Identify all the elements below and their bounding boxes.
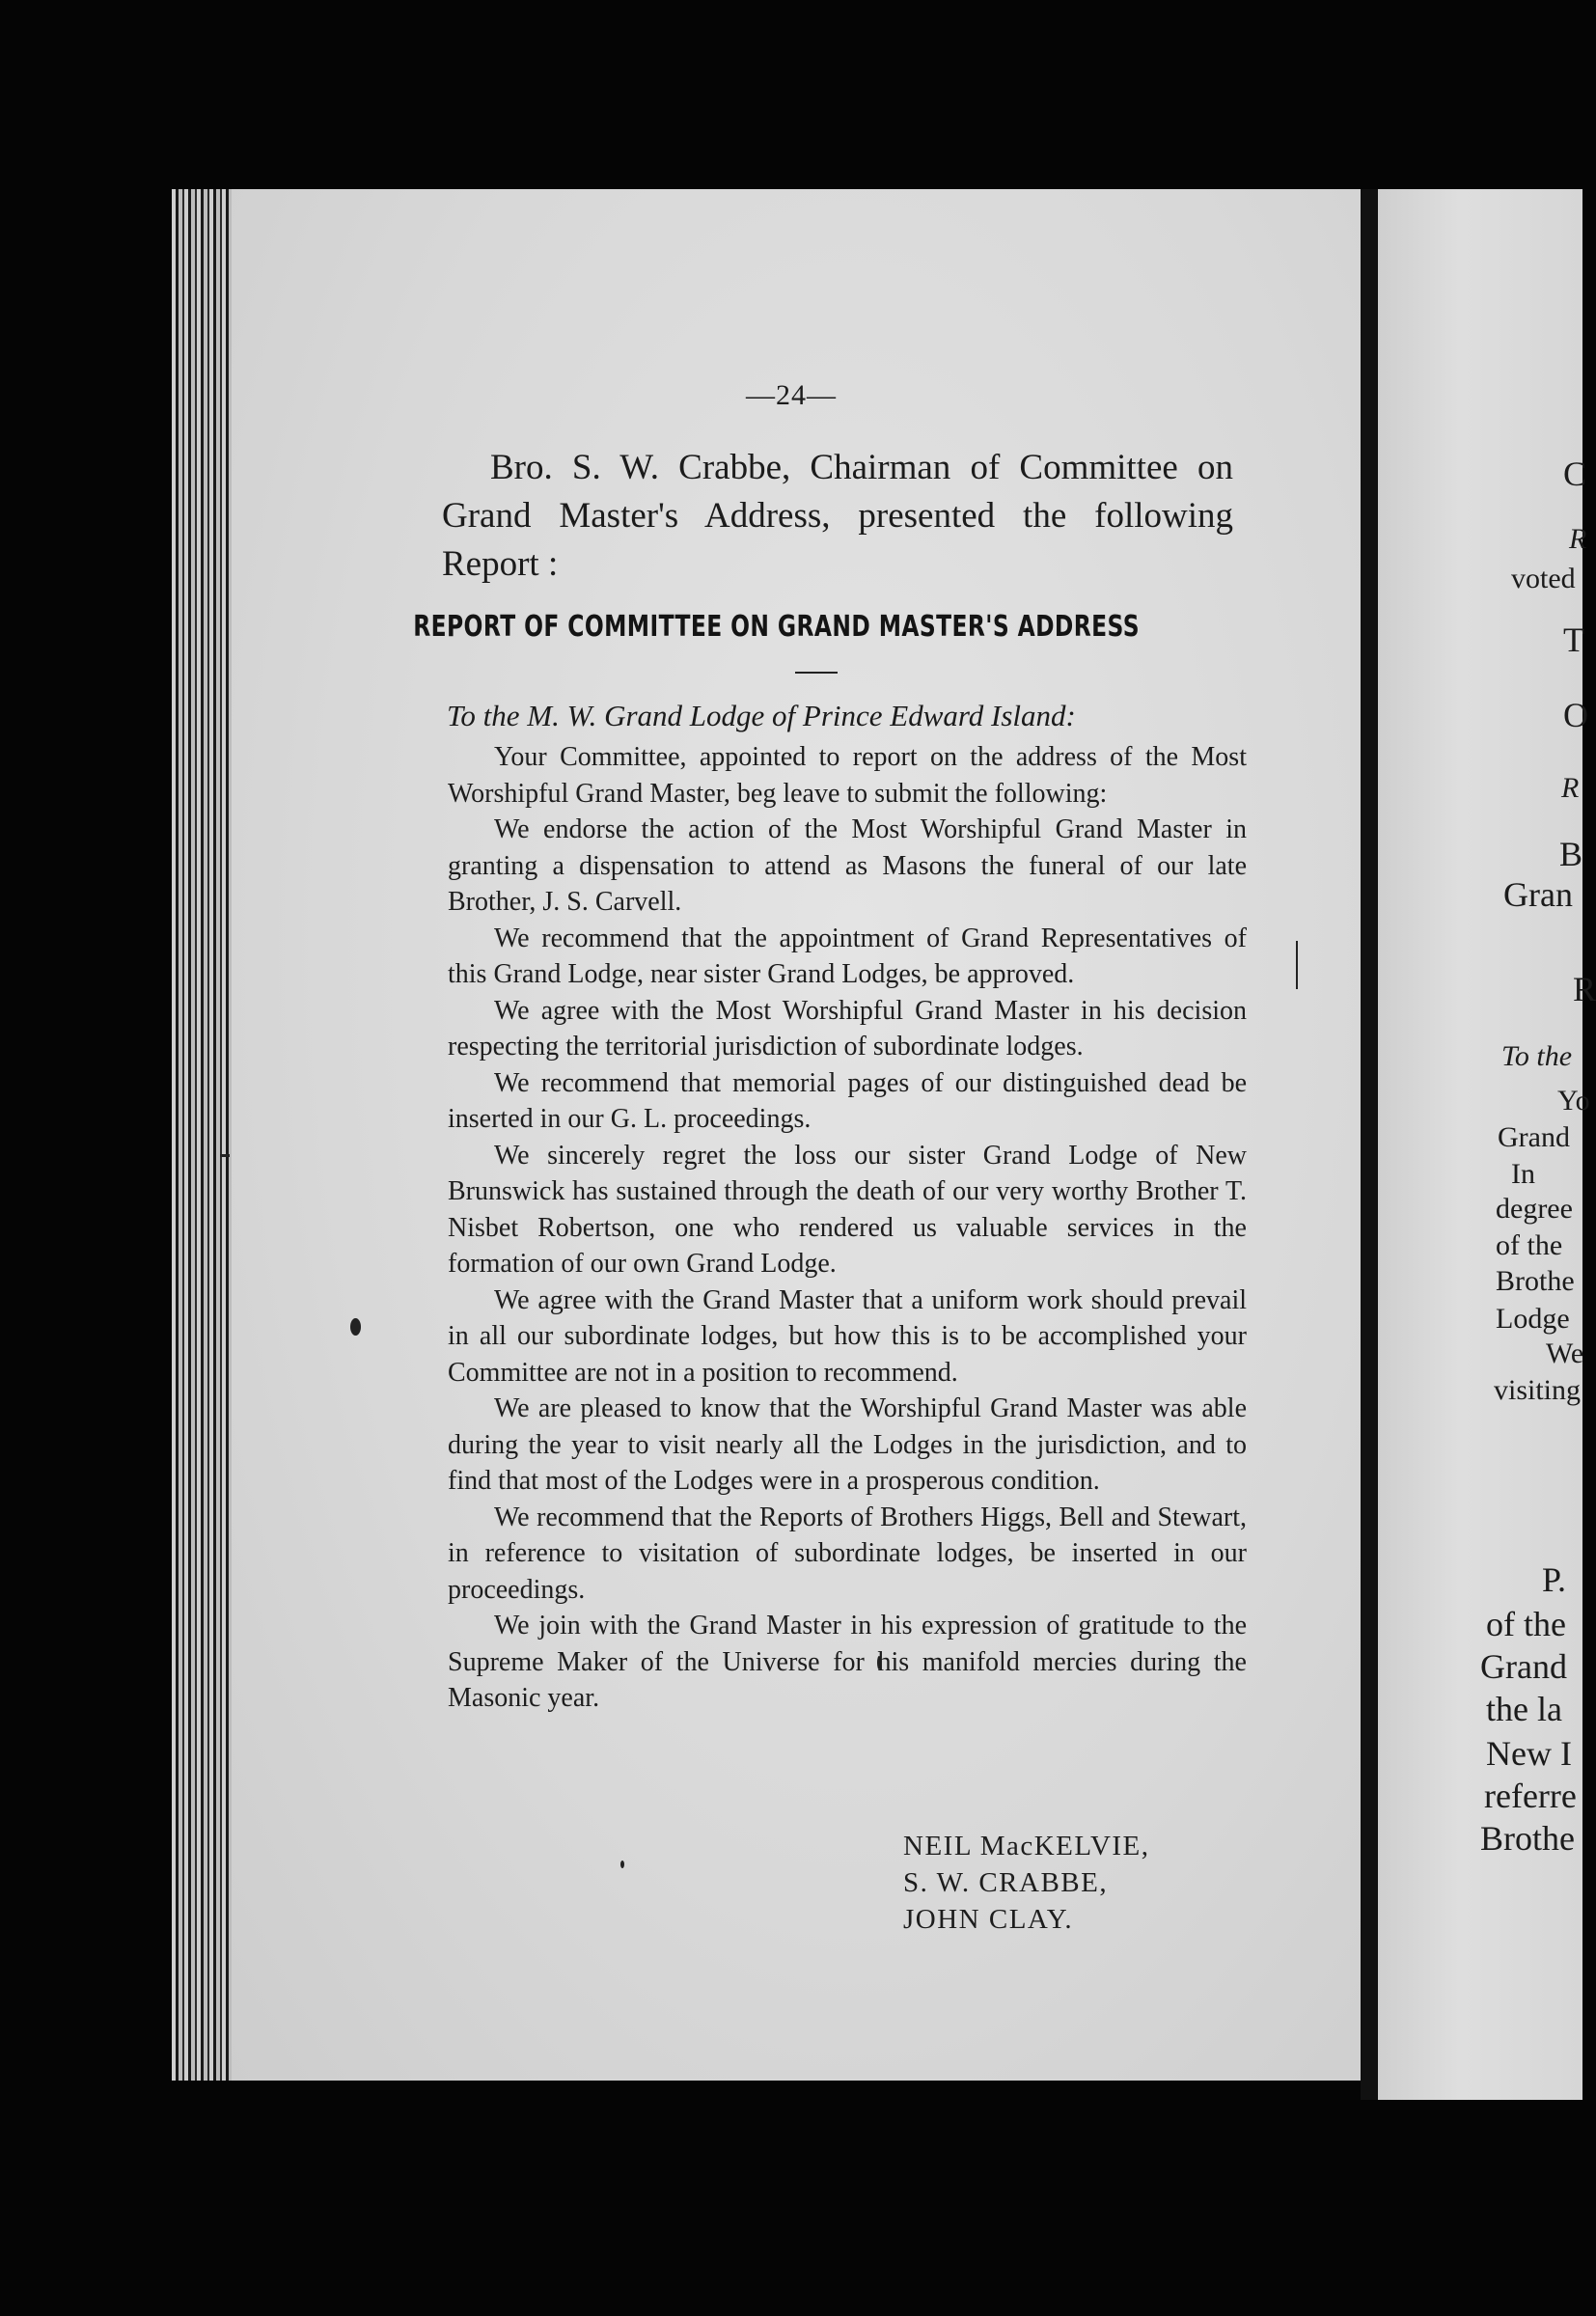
- right-page-fragment: of the: [1496, 1229, 1563, 1261]
- right-page-fragment: voted: [1511, 563, 1576, 594]
- right-page-fragment: O: [1563, 696, 1588, 734]
- right-page-fragment: Yo: [1557, 1085, 1590, 1117]
- report-paragraph: We agree with the Grand Master that a uniform work should prevail in all our subordinate lodges, but how this is to be accomplished your Committee are not in a position to recommend.: [448, 1284, 1247, 1388]
- report-paragraph: Your Committee, appointed to report on the address of the Most Worshipful Grand Master, beg leave to submit the following:: [448, 742, 1247, 809]
- right-page-fragment: Gran: [1503, 875, 1573, 914]
- report-heading: REPORT OF COMMITTEE ON GRAND MASTER'S ADDRESS: [413, 610, 1140, 644]
- right-page-fragment: visiting: [1494, 1374, 1582, 1406]
- salutation: To the M. W. Grand Lodge of Prince Edward Island:: [447, 699, 1076, 732]
- right-page-fragment: We: [1546, 1337, 1584, 1369]
- signature-name: NEIL MacKELVIE,: [903, 1831, 1150, 1861]
- ink-speck: [350, 1318, 361, 1336]
- signature-block: [903, 1828, 1150, 1938]
- signature-name: S. W. CRABBE,: [903, 1867, 1109, 1898]
- report-paragraph: We join with the Grand Master in his expression of gratitude to the Supreme Maker of the Universe for his manifold mercies during the Masonic year.: [448, 1611, 1247, 1713]
- right-page-fragment: Brothe: [1496, 1265, 1575, 1297]
- right-page-fragment: P.: [1542, 1560, 1567, 1599]
- right-page-fragment: New I: [1486, 1734, 1572, 1773]
- ink-speck: [220, 1154, 230, 1157]
- right-page-fragment: B: [1559, 835, 1583, 873]
- right-page-fragment: Lodge: [1496, 1303, 1570, 1335]
- report-paragraph: We recommend that the appointment of Grand Representatives of this Grand Lodge, near sister Grand Lodges, be approved.: [448, 923, 1247, 989]
- heading-rule: [795, 672, 838, 674]
- right-page-fragment: R: [1573, 970, 1596, 1008]
- right-page-fragment: Brothe: [1480, 1819, 1575, 1858]
- right-page-fragment: the la: [1486, 1690, 1562, 1728]
- report-paragraph: We endorse the action of the Most Worshipful Grand Master in granting a dispensation to attend as Masons the funeral of our late Brother, J. S. Carvell.: [448, 814, 1247, 917]
- right-page-fragment: Grand: [1480, 1647, 1567, 1686]
- report-body: [448, 739, 1247, 1717]
- book-gutter: [1361, 189, 1378, 2100]
- ink-speck: [620, 1861, 624, 1868]
- right-page-fragment: degree: [1496, 1193, 1573, 1225]
- right-page-fragment: of the: [1486, 1605, 1566, 1643]
- report-paragraph: We sincerely regret the loss our sister Grand Lodge of New Brunswick has sustained through the death of our very worthy Brother T. Nisbet Robertson, one who rendered us valuable services in the formation of our own Grand Lodge.: [448, 1140, 1247, 1279]
- right-page-fragment: R: [1569, 523, 1587, 555]
- right-page-fragment: In: [1511, 1158, 1535, 1190]
- right-page-fragment: referre: [1484, 1777, 1577, 1815]
- report-paragraph: We recommend that the Reports of Brothers Higgs, Bell and Stewart, in reference to visitation of subordinate lodges, be inserted in our proceedings.: [448, 1502, 1247, 1605]
- right-page-fragment: C: [1563, 455, 1587, 493]
- report-paragraph: We agree with the Most Worshipful Grand Master in his decision respecting the territorial jurisdiction of subordinate lodges.: [448, 995, 1247, 1062]
- intro-text: Bro. S. W. Crabbe, Chairman of Committee on Grand Master's Address, presented the following Report :: [442, 448, 1233, 584]
- page-number: —24—: [746, 379, 837, 411]
- signature-name: JOHN CLAY.: [903, 1904, 1074, 1935]
- right-page-fragment: Grand: [1498, 1121, 1570, 1153]
- right-page-fragment: T: [1563, 620, 1584, 659]
- intro-paragraph: [442, 444, 1233, 589]
- ink-speck: [1296, 941, 1298, 989]
- report-paragraph: We recommend that memorial pages of our distinguished dead be inserted in our G. L. proceedings.: [448, 1067, 1247, 1134]
- right-page-fragment: R: [1561, 772, 1580, 804]
- right-page-fragment: To the: [1501, 1040, 1573, 1072]
- report-paragraph: We are pleased to know that the Worshipful Grand Master was able during the year to visit nearly all the Lodges in the jurisdiction, and to find that most of the Lodges were in a prosperous condition.: [448, 1393, 1247, 1496]
